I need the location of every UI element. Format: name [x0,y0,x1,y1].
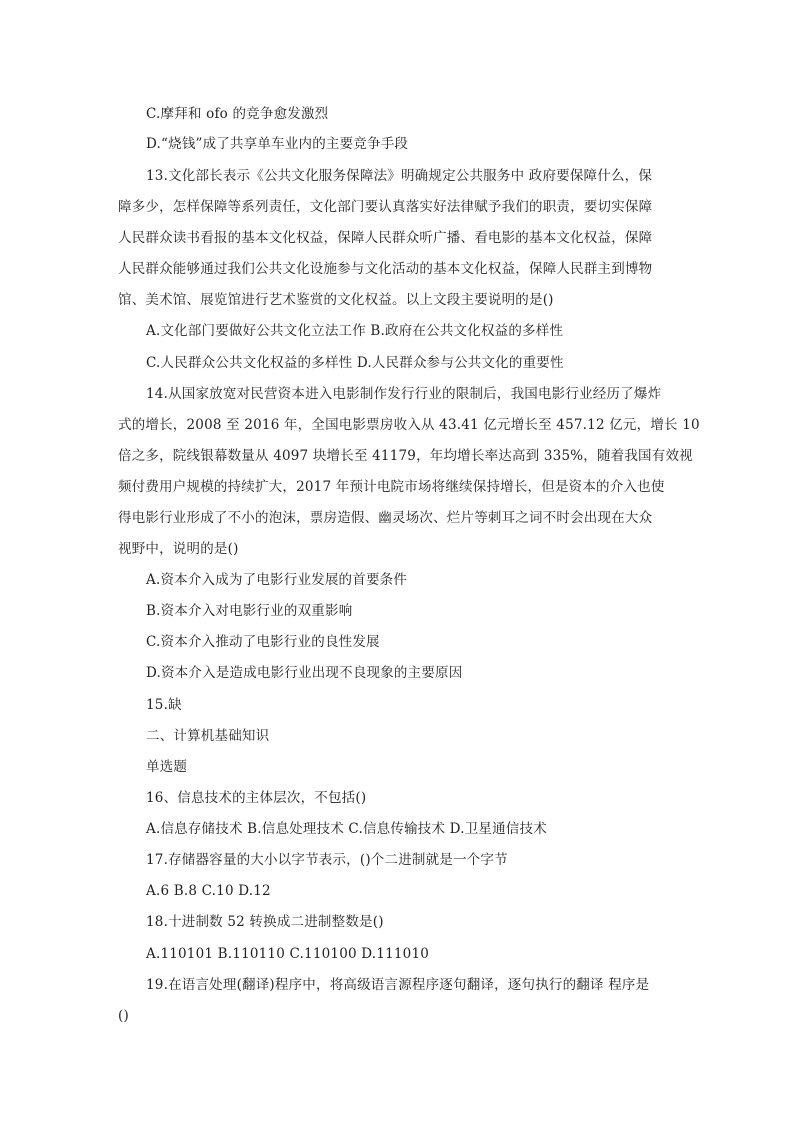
question-13-text: 人民群众能够通过我们公共文化设施参与文化活动的基本文化权益，保障人民群主到博物 [118,261,653,277]
option-14c: C.资本介入推动了电影行业的良性发展 [146,634,380,650]
option-12d: D.“烧钱”成了共享单车业内的主要竞争手段 [146,136,409,152]
question-19-text: () [118,1008,129,1024]
question-18-text: 18.十进制数 52 转换成二进制整数是() [146,914,384,930]
options-18: A.110101 B.110110 C.110100 D.111010 [146,946,430,962]
question-13-text: 障多少，怎样保障等系列责任，文化部门要认真落实好法律赋予我们的职责，要切实保障 [118,199,653,215]
question-17-text: 17.存储器容量的大小以字节表示，()个二进制就是一个字节 [146,852,508,868]
question-13-text: 人民群众读书看报的基本文化权益，保障人民群众听广播、看电影的基本文化权益，保障 [118,230,653,246]
question-14-text: 得电影行业形成了不小的泡沫，票房造假、幽灵场次、烂片等刺耳之词不时会出现在大众 [118,510,653,526]
question-14-text: 式的增长，2008 至 2016 年，全国电影票房收入从 43.41 亿元增长至 457.12 亿元，增长 10 [118,417,700,433]
option-14b: B.资本介入对电影行业的双重影响 [146,603,353,619]
question-14-text: 倍之多，院线银幕数量从 4097 块增长至 41179，年均增长率达高到 335%，随着我国有效视 [118,448,693,464]
question-14-text: 14.从国家放宽对民营资本进入电影制作发行行业的限制后，我国电影行业经历了爆炸 [146,386,662,402]
question-16-text: 16、信息技术的主体层次，不包括() [146,790,367,806]
options-13-ab: A.文化部门要做好公共文化立法工作 B.政府在公共文化权益的多样性 [146,323,564,339]
section-heading: 二、计算机基础知识 [146,728,270,744]
question-19-text: 19.在语言处理(翻译)程序中，将高级语言源程序逐句翻译，逐句执行的翻译 程序是 [146,977,650,993]
options-16: A.信息存储技术 B.信息处理技术 C.信息传输技术 D.卫星通信技术 [146,821,547,837]
options-13-cd: C.人民群众公共文化权益的多样性 D.人民群众参与公共文化的重要性 [146,355,564,371]
options-17: A.6 B.8 C.10 D.12 [146,883,271,899]
question-15: 15.缺 [146,697,182,713]
option-14a: A.资本介入成为了电影行业发展的首要条件 [146,572,408,588]
subsection-heading: 单选题 [146,759,188,775]
option-14d: D.资本介入是造成电影行业出现不良现象的主要原因 [146,665,463,681]
question-13-text: 13.文化部长表示《公共文化服务保障法》明确规定公共服务中 政府要保障什么，保 [146,168,653,184]
option-12c: C.摩拜和 ofo 的竞争愈发激烈 [146,106,329,122]
question-13-text: 馆、美术馆、展览馆进行艺术鉴赏的文化权益。以上文段主要说明的是() [118,292,554,308]
question-14-text: 视野中，说明的是() [118,541,239,557]
question-14-text: 频付费用户规模的持续扩大，2017 年预计电院市场将继续保持增长，但是资本的介入也使 [118,479,665,495]
